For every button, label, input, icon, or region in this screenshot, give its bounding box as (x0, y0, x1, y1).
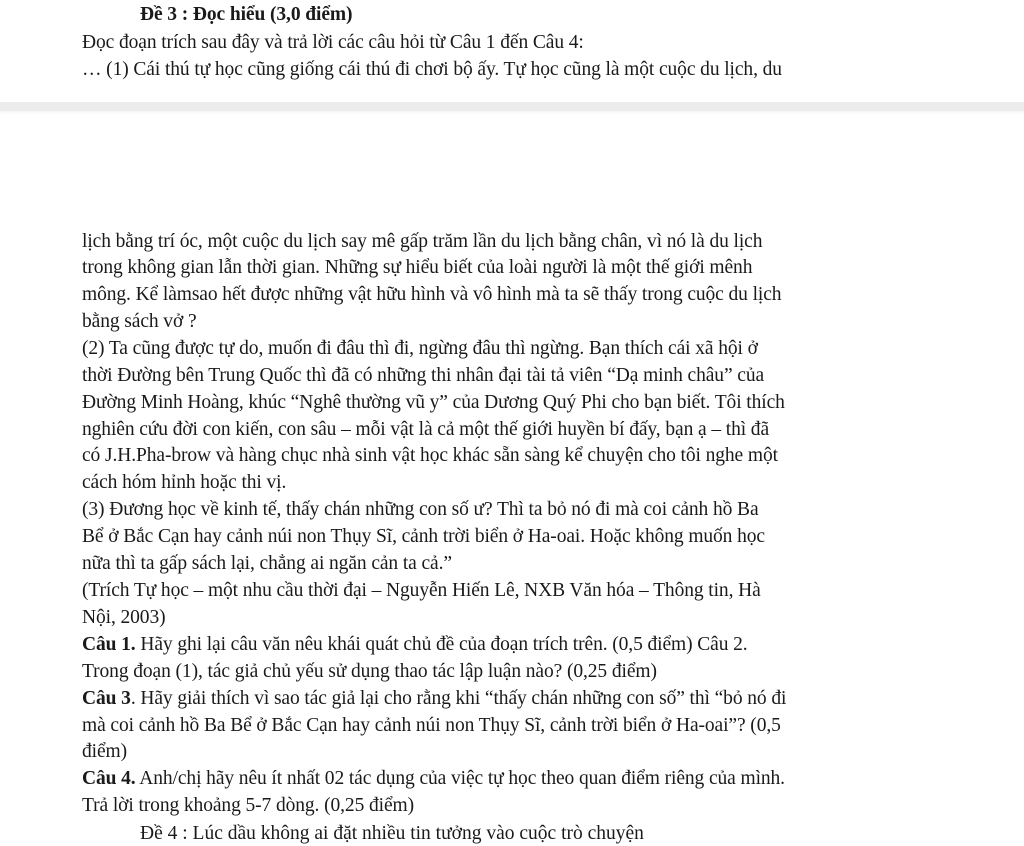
passage-line: nghiên cứu đời con kiến, con sâu – mỗi vật là cả một thế giới huyền bí đấy, bạn ạ – thì đã (82, 419, 770, 440)
page-gap-shadow (0, 111, 1024, 114)
question-4-line-2: Trả lời trong khoảng 5-7 dòng. (0,25 điểm) (82, 795, 414, 816)
question-1-label: Câu 1. (82, 634, 136, 655)
passage-line: bằng sách vở ? (82, 311, 197, 332)
citation-line: (Trích Tự học – một nhu cầu thời đại – Nguyễn Hiến Lê, NXB Văn hóa – Thông tin, Hà (82, 580, 761, 601)
section-heading: Đề 3 : Đọc hiểu (3,0 điểm) (140, 4, 353, 25)
cut-off-line (0, 818, 1024, 844)
question-4-text: Anh/chị hãy nêu ít nhất 02 tác dụng của việc tự học theo quan điểm riêng của mình. (135, 768, 785, 789)
passage-line: nữa thì ta gấp sách lại, chẳng ai ngăn cản ta cả.” (82, 553, 452, 574)
passage-line: mông. Kể làmsao hết được những vật hữu hình và vô hình mà ta sẽ thấy trong cuộc du lịch (82, 284, 782, 305)
page-gap (0, 102, 1024, 111)
passage-line: lịch bằng trí óc, một cuộc du lịch say mê gấp trăm lần du lịch bằng chân, vì nó là du lịch (82, 231, 763, 252)
passage-line: có J.H.Pha-brow và hàng chục nhà sinh vật học khác sẵn sàng kể chuyện cho tôi nghe một (82, 445, 778, 466)
passage-line: thời Đường bên Trung Quốc thì đã có những thi nhân đại tài tả viên “Dạ minh châu” của (82, 365, 765, 386)
question-1-text: Hãy ghi lại câu văn nêu khái quát chủ đề của đoạn trích trên. (0,5 điểm) Câu 2. (135, 634, 748, 655)
passage-line: cách hóm hỉnh hoặc thi vị. (82, 472, 287, 493)
question-3-text: . Hãy giải thích vì sao tác giả lại cho rằng khi “thấy chán những con số” thì “bỏ nó đi (130, 688, 787, 709)
passage-line: (3) Đương học về kinh tế, thấy chán những con số ư? Thì ta bỏ nó đi mà coi cảnh hồ Ba (82, 499, 759, 520)
question-3-line-2: mà coi cảnh hồ Ba Bể ở Bắc Cạn hay cảnh núi non Thụy Sĩ, cảnh trời biển ở Ha-oai”? (0,5 (82, 715, 781, 736)
question-3 (82, 687, 786, 711)
passage-line-top: … (1) Cái thú tự học cũng giống cái thú đi chơi bộ ấy. Tự học cũng là một cuộc du lịch, du (82, 59, 782, 80)
question-3-line-3: điểm) (82, 741, 127, 762)
question-2: Trong đoạn (1), tác giả chủ yếu sử dụng thao tác lập luận nào? (0,25 điểm) (82, 661, 657, 682)
question-1 (82, 633, 748, 657)
instruction-line: Đọc đoạn trích sau đây và trả lời các câu hỏi từ Câu 1 đến Câu 4: (82, 32, 584, 53)
passage-line: Đường Minh Hoàng, khúc “Nghê thường vũ y” của Dương Quý Phi cho bạn biết. Tôi thích (82, 392, 785, 413)
citation-line: Nội, 2003) (82, 607, 166, 628)
passage-line: (2) Ta cũng được tự do, muốn đi đâu thì đi, ngừng đâu thì ngừng. Bạn thích cái xã hội ở (82, 338, 758, 359)
passage-line: trong không gian lẫn thời gian. Những sự hiểu biết của loài người là một thế giới mênh (82, 257, 753, 278)
question-4-label: Câu 4. (82, 768, 136, 789)
question-4 (82, 767, 785, 791)
question-3-label: Câu 3 (82, 688, 131, 709)
cut-off-text: Đề 4 : Lúc dầu không ai đặt nhiều tin tưởng vào cuộc trò chuyện (140, 823, 644, 844)
passage-line: Bể ở Bắc Cạn hay cảnh núi non Thụy Sĩ, cảnh trời biển ở Ha-oai. Hoặc không muốn học (82, 526, 765, 547)
